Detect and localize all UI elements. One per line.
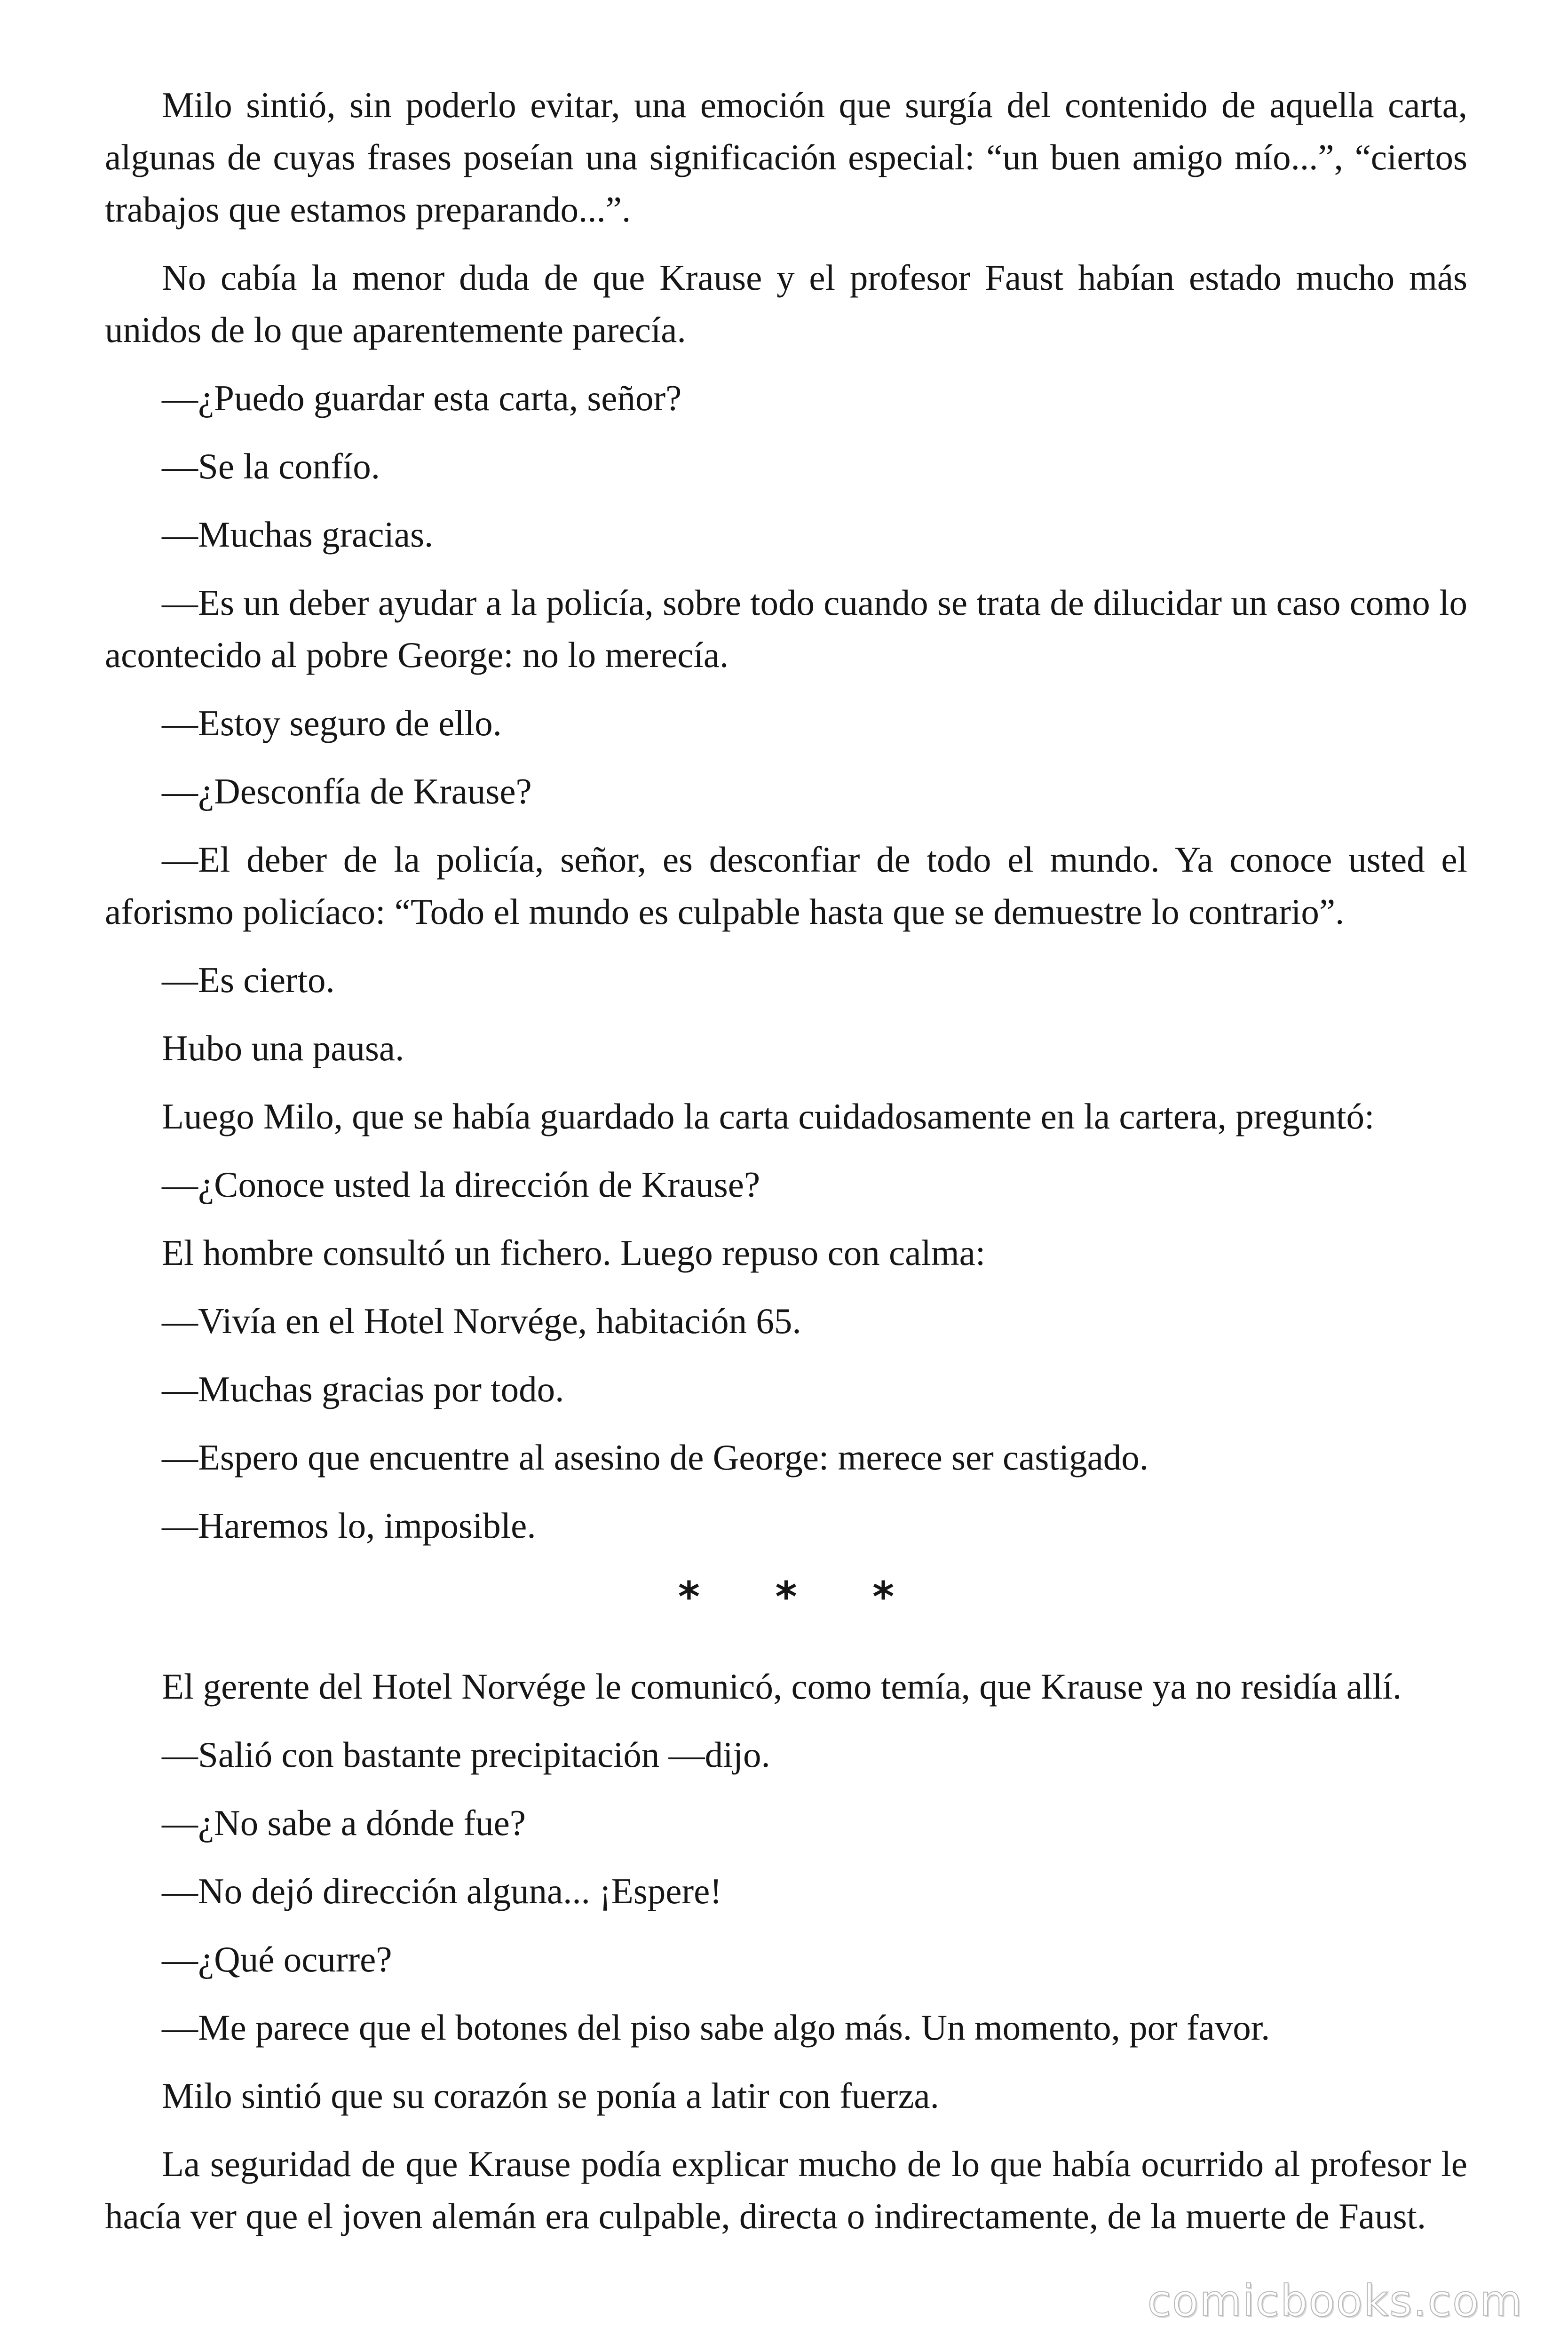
paragraph: —El deber de la policía, señor, es desconfiar de todo el mundo. Ya conoce usted el aforismo policíaco: “Todo el mundo es culpable hasta que se demuestre lo contrario”. bbox=[105, 839, 1467, 932]
paragraph: La seguridad de que Krause podía explicar mucho de lo que había ocurrido al profesor le hacía ver que el joven alemán era culpable, directa o indirectamente, de la muerte de Faust. bbox=[105, 2144, 1467, 2236]
paragraph: —Muchas gracias. bbox=[162, 514, 434, 555]
separator-asterisk: * bbox=[775, 1573, 797, 1621]
paragraph: —¿Puedo guardar esta carta, señor? bbox=[162, 378, 682, 418]
paragraph: El gerente del Hotel Norvége le comunicó, como temía, que Krause ya no residía allí. bbox=[162, 1666, 1402, 1707]
watermark: comicbooks.com bbox=[1147, 2276, 1523, 2326]
section-separator bbox=[105, 1571, 1467, 1623]
paragraph: —¿No sabe a dónde fue? bbox=[162, 1803, 526, 1843]
paragraph: —Se la confío. bbox=[162, 446, 380, 486]
separator-asterisk: * bbox=[678, 1573, 700, 1621]
paragraph: —¿Conoce usted la dirección de Krause? bbox=[162, 1164, 760, 1205]
paragraph: —Haremos lo, imposible. bbox=[162, 1505, 536, 1546]
section-bottom bbox=[105, 1661, 1467, 2242]
paragraph: —Salió con bastante precipitación —dijo. bbox=[162, 1734, 770, 1775]
paragraph: —¿Desconfía de Krause? bbox=[162, 771, 532, 811]
page-text bbox=[105, 79, 1467, 2258]
section-top bbox=[105, 79, 1467, 1552]
paragraph: —Espero que encuentre al asesino de George: merece ser castigado. bbox=[162, 1437, 1149, 1478]
paragraph: —Estoy seguro de ello. bbox=[162, 703, 502, 743]
paragraph: Milo sintió, sin poderlo evitar, una emoción que surgía del contenido de aquella carta, algunas de cuyas frases poseían una significación especial: “un buen amigo mío...”, “ciertos trabajos que estamos preparando...”. bbox=[105, 85, 1467, 230]
paragraph: —Muchas gracias por todo. bbox=[162, 1369, 564, 1409]
paragraph: —Es cierto. bbox=[162, 960, 335, 1000]
paragraph: Milo sintió que su corazón se ponía a latir con fuerza. bbox=[162, 2075, 939, 2116]
paragraph: Hubo una pausa. bbox=[162, 1028, 404, 1068]
paragraph: —Me parece que el botones del piso sabe algo más. Un momento, por favor. bbox=[162, 2007, 1270, 2048]
paragraph: El hombre consultó un fichero. Luego repuso con calma: bbox=[162, 1232, 986, 1273]
paragraph: —Vivía en el Hotel Norvége, habitación 65. bbox=[162, 1301, 801, 1341]
separator-asterisk: * bbox=[872, 1573, 895, 1621]
paragraph: No cabía la menor duda de que Krause y el profesor Faust habían estado mucho más unidos de lo que aparentemente parecía. bbox=[105, 257, 1467, 350]
paragraph: —Es un deber ayudar a la policía, sobre todo cuando se trata de dilucidar un caso como lo acontecido al pobre George: no lo merecía. bbox=[105, 582, 1467, 675]
paragraph: —¿Qué ocurre? bbox=[162, 1939, 392, 1979]
paragraph: —No dejó dirección alguna... ¡Espere! bbox=[162, 1871, 722, 1911]
paragraph: Luego Milo, que se había guardado la carta cuidadosamente en la cartera, preguntó: bbox=[162, 1096, 1375, 1136]
